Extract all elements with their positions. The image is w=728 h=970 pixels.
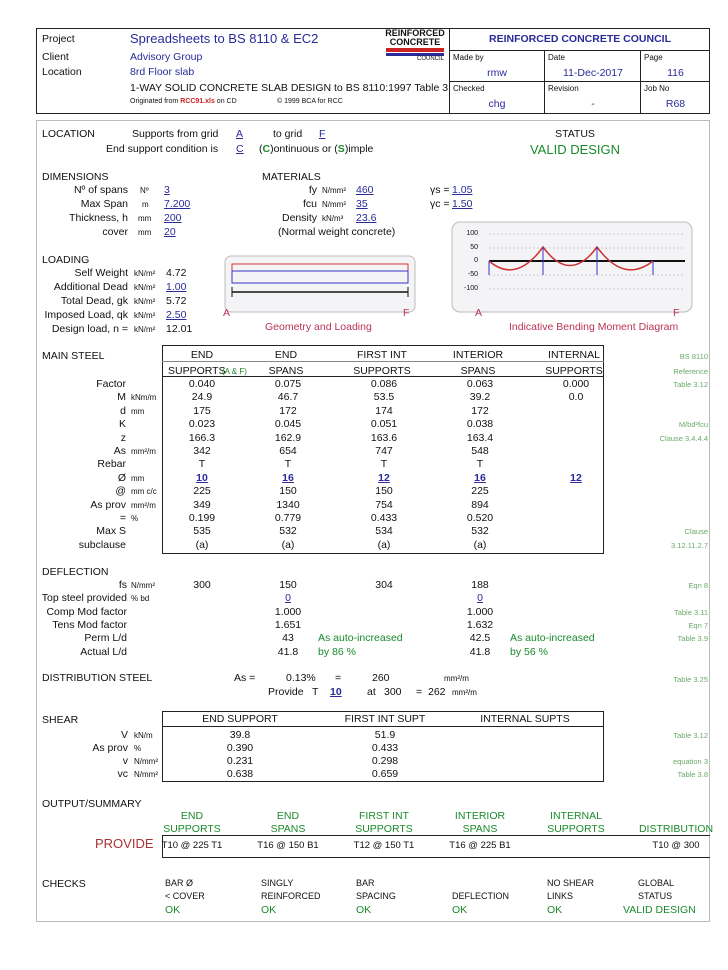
output-col-header: SPANS [270,823,306,835]
steel-cell: 534 [375,525,393,538]
check-ok: VALID DESIGN [623,904,696,916]
steel-cell: 0.051 [370,418,398,431]
supports-label: Supports from grid [132,128,219,140]
deflection-heading: DEFLECTION [42,566,109,578]
client-label: Client [42,51,69,63]
defl-row-unit: N/mm² [131,581,155,590]
steel-cell: 163.6 [370,431,398,444]
steel-cell: 535 [193,525,211,538]
steel-cell: 0.086 [370,378,398,390]
steel-cell: 39.2 [469,391,491,404]
defl-cell: 1.651 [274,618,302,631]
steel-row-label: d [120,404,126,417]
check-label: < COVER [165,891,205,901]
shear-row-label: vc [117,768,128,780]
bar-dia-field[interactable]: 12 [378,471,390,484]
af-note: (A & F) [222,367,247,376]
steel-cell: T [284,458,292,471]
defl-row-label: Top steel provided [41,592,127,605]
output-col-header: SUPPORTS [355,823,413,835]
steel-cell: (a) [377,538,391,551]
load-label: Imposed Load, qk [44,309,128,321]
from-grid-field[interactable]: A [236,128,244,140]
page-label: Page [644,53,663,62]
steel-cell: 0.000 [562,378,590,390]
defl-ref: Eqn 7 [688,620,708,630]
location-value: 8rd Floor slab [130,66,195,78]
steel-cell: 0.038 [466,418,494,431]
steel-row-unit: mm²/m [131,500,156,510]
dist-as-label: As = [234,672,256,684]
steel-row-label: Ø [117,471,126,484]
shear-row-label: v [122,755,128,767]
steel-cell: T [380,458,388,471]
bar-dia-field[interactable]: 16 [282,471,294,484]
dim-label: Nº of spans [73,184,128,196]
col-header: FIRST INT [357,349,407,361]
dimensions-heading: DIMENSIONS [42,171,109,183]
dim-label: Thickness, h [69,212,128,224]
steel-cell: 747 [375,445,393,457]
steel-cell: T [476,458,484,471]
steel-cell: 532 [279,525,297,538]
dim-unit: mm [138,228,152,237]
rcc-logo: REINFORCED CONCRETE COUNCIL [385,28,445,62]
shear-row-unit: kN/m [134,731,153,740]
dist-unit: mm²/m [444,674,469,683]
bm-tick: 100 [466,230,478,237]
top-steel-field[interactable]: 0 [477,592,483,605]
defl-row-unit: % bd [131,594,150,604]
spans-field[interactable]: 3 [164,184,170,196]
project-value: Spreadsheets to BS 8110 & EC2 [130,31,319,46]
steel-cell: (a) [281,538,295,551]
steel-ref: Clause 3.4.4.4 [659,433,708,443]
shear-row-unit: % [134,744,142,753]
steel-cell: 225 [471,485,489,498]
ref-header: BS 8110 [679,352,708,361]
steel-cell: 163.4 [466,431,494,444]
steel-cell: (a) [195,538,209,551]
shear-cell: 0.298 [371,755,399,767]
check-label: SINGLY [261,878,294,888]
col-header: SPANS [460,365,496,377]
bar-dia-field[interactable]: 12 [570,471,582,484]
steel-cell: 172 [279,404,297,417]
additional-dead-field[interactable]: 1.00 [166,281,187,293]
design-load-value: 12.01 [166,323,193,335]
defl-row-label: Comp Mod factor [46,605,127,618]
end-support-field[interactable]: C [236,143,244,155]
check-ok: OK [261,904,277,916]
self-weight-value: 4.72 [166,267,187,279]
dim-unit: Nº [140,186,149,195]
defl-cell: 300 [193,579,211,591]
output-col-header: INTERIOR [454,810,506,822]
copyright: © 1999 BCA for RCC [277,98,343,105]
steel-row-label: Factor [96,378,126,390]
steel-cell: 150 [279,485,297,498]
steel-cell: 166.3 [188,431,216,444]
mat-label: fcu [302,198,317,210]
dist-provide-label: Provide [268,686,304,698]
client-value: Advisory Group [130,51,203,63]
defl-ref: Table 3.11 [673,607,708,617]
gamma-c-field[interactable]: 1.50 [452,198,473,210]
defl-cell: 1.000 [466,605,494,618]
output-provide-cell: T10 @ 300 [652,840,700,851]
to-grid-label: to grid [273,128,303,140]
check-label: LINKS [547,891,574,901]
defl-cell: 1.632 [466,618,494,631]
steel-cell: 0.779 [274,512,302,524]
check-label: BAR [356,878,375,888]
condition-hint: (C)ontinuous or (S)imple [259,143,374,155]
shear-row-unit: N/mm² [134,757,158,766]
shear-cell: 0.433 [371,742,399,754]
steel-row-unit: % [131,514,139,523]
concrete-note: (Normal weight concrete) [278,226,396,238]
location-heading: LOCATION [42,128,95,140]
dist-spacing: 300 [384,686,402,698]
load-unit: kN/m² [134,297,156,306]
shear-cell: 0.390 [226,742,254,754]
jobno-label: Job No [644,84,670,93]
mat-unit: kN/m³ [322,214,344,223]
defl-cell: 43 [282,632,294,645]
check-label: REINFORCED [261,891,321,901]
geometry-diagram [222,254,418,314]
steel-row-label: @ [115,485,126,498]
mat-unit: N/mm² [322,200,346,209]
mat-label: Density [281,212,317,224]
shear-row-label: As prov [92,742,128,754]
bar-dia-field[interactable]: 10 [196,471,208,484]
steel-cell: 46.7 [277,391,299,404]
steel-row-label: Max S [96,525,126,538]
project-label: Project [42,33,75,45]
load-unit: kN/m² [134,325,156,334]
bar-dia-field[interactable]: 16 [474,471,486,484]
steel-cell: 0.199 [188,512,216,524]
mat-unit: N/mm² [322,186,346,195]
output-provide-cell: T16 @ 225 B1 [449,840,511,851]
provide-label: PROVIDE [95,836,154,851]
defl-cell: 1.000 [274,605,302,618]
defl-row-label: Perm L/d [84,632,127,645]
shear-heading: SHEAR [42,714,79,726]
geo-a-label: A [223,307,231,319]
top-steel-field[interactable]: 0 [285,592,291,605]
output-provide-cell: T16 @ 150 B1 [257,840,319,851]
steel-row-unit: mm²/m [131,447,156,456]
load-unit: kN/m² [134,283,156,292]
steel-cell: 150 [375,485,393,498]
checked-value: chg [488,98,506,110]
steel-cell: 654 [279,445,297,457]
output-col-header: DISTRIBUTION [638,823,714,835]
defl-row-label: Actual L/d [80,645,127,658]
output-col-header: SUPPORTS [163,823,221,835]
check-label: DEFLECTION [452,891,510,901]
col-header: INTERNAL [548,349,600,361]
defl-cell: 41.8 [469,645,491,658]
steel-row-unit: kNm/m [131,393,157,403]
col-header: END [274,349,298,361]
steel-row-label: Rebar [97,458,126,471]
steel-row-label: = [119,512,126,524]
steel-cell: 0.433 [370,512,398,524]
loading-heading: LOADING [42,254,90,266]
shear-cell: 51.9 [374,729,396,741]
defl-row-label: fs [118,579,127,591]
steel-cell: 175 [193,404,211,417]
checked-label: Checked [453,84,485,93]
dist-eq: = [335,672,342,684]
output-col-header: SUPPORTS [547,823,605,835]
total-dead-value: 5.72 [166,295,187,307]
output-col-header: SPANS [462,823,498,835]
shear-ref: equation 3 [672,757,708,766]
dist-ref: Table 3.25 [673,675,708,684]
dist-at: at [367,686,376,698]
bm-caption: Indicative Bending Moment Diagram [509,321,679,333]
dim-label: Max Span [80,198,128,210]
shear-col-header: END SUPPORT [202,713,278,725]
page-value: 116 [667,67,684,79]
checks-heading: CHECKS [42,878,86,890]
cover-field[interactable]: 20 [164,226,176,238]
mat-label: fy [308,184,317,196]
defl-ref: Eqn 8 [688,581,708,590]
dist-pct: 0.13% [286,672,316,684]
load-label: Self Weight [74,267,128,279]
status-label: STATUS [555,128,595,140]
output-provide-cell: T10 @ 225 T1 [161,840,223,851]
steel-cell: 0.075 [274,378,302,390]
output-col-header: END [180,810,204,822]
defl-note: As auto-increased [510,632,595,645]
steel-cell: 894 [471,498,489,511]
main-steel-heading: MAIN STEEL [42,350,105,362]
geo-caption: Geometry and Loading [265,321,372,333]
shear-cell: 39.8 [229,729,251,741]
output-col-header: END [276,810,300,822]
defl-note: As auto-increased [318,632,403,645]
defl-row-label: Tens Mod factor [52,618,127,631]
fcu-field[interactable]: 35 [356,198,368,210]
council-title: REINFORCED CONCRETE COUNCIL [488,33,671,45]
defl-cell: 41.8 [277,645,299,658]
steel-cell: 0.0 [568,391,584,404]
steel-cell: 0.023 [188,418,216,431]
steel-row-label: M [117,391,126,404]
shear-row-unit: N/mm² [134,770,158,779]
bm-a-label: A [475,307,483,319]
steel-cell: 225 [193,485,211,498]
steel-ref: M/bd²fcu [678,420,708,430]
check-ok: OK [356,904,372,916]
made-by-label: Made by [453,53,484,62]
bm-tick: -100 [463,285,478,292]
steel-row-label: As prov [90,498,126,511]
check-label: GLOBAL [638,878,675,888]
thickness-field[interactable]: 200 [164,212,182,224]
steel-cell: 162.9 [274,431,302,444]
dist-bar: T [312,686,319,698]
defl-cell: 304 [375,579,393,591]
steel-row-label: K [118,418,126,431]
load-unit: kN/m² [134,311,156,320]
gamma-c-label: γc = [430,198,450,210]
steel-cell: 172 [471,404,489,417]
load-label: Total Dead, gk [60,295,128,307]
col-header: SUPPORTS [168,365,226,377]
check-ok: OK [452,904,468,916]
check-label: STATUS [638,891,673,901]
bm-tick: -50 [467,271,478,278]
defl-cell: 188 [471,579,489,591]
shear-col-header: INTERNAL SUPTS [480,713,570,725]
doc-title: 1-WAY SOLID CONCRETE SLAB DESIGN to BS 8110:1997 Table 3 [130,82,449,94]
dist-prov-unit: mm²/m [452,688,477,697]
distribution-heading: DISTRIBUTION STEEL [42,672,153,684]
steel-cell: 532 [471,525,489,538]
gamma-s-field[interactable]: 1.05 [452,184,473,196]
dim-unit: mm [138,214,152,223]
steel-cell: 0.040 [188,378,216,390]
materials-heading: MATERIALS [262,171,321,183]
check-label: NO SHEAR [547,878,595,888]
steel-cell: 342 [193,445,211,457]
defl-note: by 56 % [510,645,548,658]
bm-tick: 50 [470,244,478,251]
steel-cell: 1340 [276,498,300,511]
steel-cell: T [198,458,206,471]
dist-dia-field[interactable]: 10 [330,686,342,698]
check-label: SPACING [356,891,396,901]
date-value: 11-Dec-2017 [563,67,623,79]
output-provide-cell: T12 @ 150 T1 [353,840,415,851]
imposed-load-field[interactable]: 2.50 [166,309,187,321]
revision-label: Revision [548,84,579,93]
date-label: Date [548,53,565,62]
output-col-header: FIRST INT [359,810,409,822]
gamma-s-label: γs = [430,184,450,196]
shear-col-header: FIRST INT SUPT [344,713,426,725]
load-unit: kN/m² [134,269,156,278]
steel-cell: (a) [473,538,487,551]
steel-ref: 3.12.11.2.7 [671,540,708,550]
bm-diagram [449,220,694,315]
steel-row-unit: mm [131,406,145,416]
shear-ref: Table 3.8 [677,770,708,779]
steel-row-unit: mm c/c [131,487,157,497]
steel-cell: 174 [375,404,393,417]
density-field[interactable]: 23.6 [356,212,377,224]
bm-tick: 0 [474,257,478,264]
steel-cell: 349 [193,498,211,511]
jobno-value: R68 [665,98,686,110]
shear-ref: Table 3.12 [673,731,708,740]
steel-cell: 24.9 [191,391,213,404]
check-ok: OK [547,904,563,916]
steel-cell: 754 [375,498,393,511]
steel-cell: 0.063 [466,378,494,390]
defl-cell: 150 [279,579,297,591]
col-header: SPANS [268,365,304,377]
revision-value: - [591,98,595,110]
steel-cell: 0.045 [274,418,302,431]
bm-f-label: F [673,307,680,319]
to-grid-field[interactable]: F [319,128,326,140]
made-by-value: rmw [487,67,507,79]
defl-cell: 42.5 [469,632,491,645]
dim-label: cover [102,226,128,238]
location-label: Location [42,66,82,78]
fy-field[interactable]: 460 [356,184,374,196]
shear-row-label: V [120,729,128,741]
ref-header: Reference [673,367,708,376]
col-header: END [190,349,214,361]
col-header: SUPPORTS [545,365,603,377]
shear-cell: 0.231 [226,755,254,767]
defl-note: by 86 % [318,645,356,658]
dist-eq2: = [416,686,423,698]
end-support-label: End support condition is [106,143,219,155]
steel-cell: 0.520 [466,512,494,524]
dist-prov-val: 262 [428,686,446,698]
steel-cell: 548 [471,445,489,457]
steel-ref: Table 3.12 [673,380,708,389]
shear-cell: 0.638 [226,768,254,780]
steel-row-label: z [120,431,126,444]
steel-row-unit: mm [131,473,145,483]
steel-ref: Clause [684,527,708,537]
shear-cell: 0.659 [371,768,399,780]
dist-value: 260 [372,672,390,684]
load-label: Additional Dead [53,281,128,293]
check-label: BAR Ø [165,878,194,888]
output-col-header: INTERNAL [550,810,602,822]
steel-row-label: As [113,445,126,457]
max-span-field[interactable]: 7.200 [164,198,191,210]
output-heading: OUTPUT/SUMMARY [42,798,142,810]
steel-cell: 53.5 [373,391,395,404]
geo-f-label: F [403,307,410,319]
defl-ref: Table 3.9 [677,634,708,644]
col-header: SUPPORTS [353,365,411,377]
col-header: INTERIOR [452,349,504,361]
steel-row-label: subclause [78,538,126,551]
dim-unit: m [142,200,149,209]
originated-line: Originated from RCC91.xls on CD [130,98,237,105]
status-value: VALID DESIGN [529,142,621,157]
check-ok: OK [165,904,181,916]
load-label: Design load, n = [51,323,128,335]
